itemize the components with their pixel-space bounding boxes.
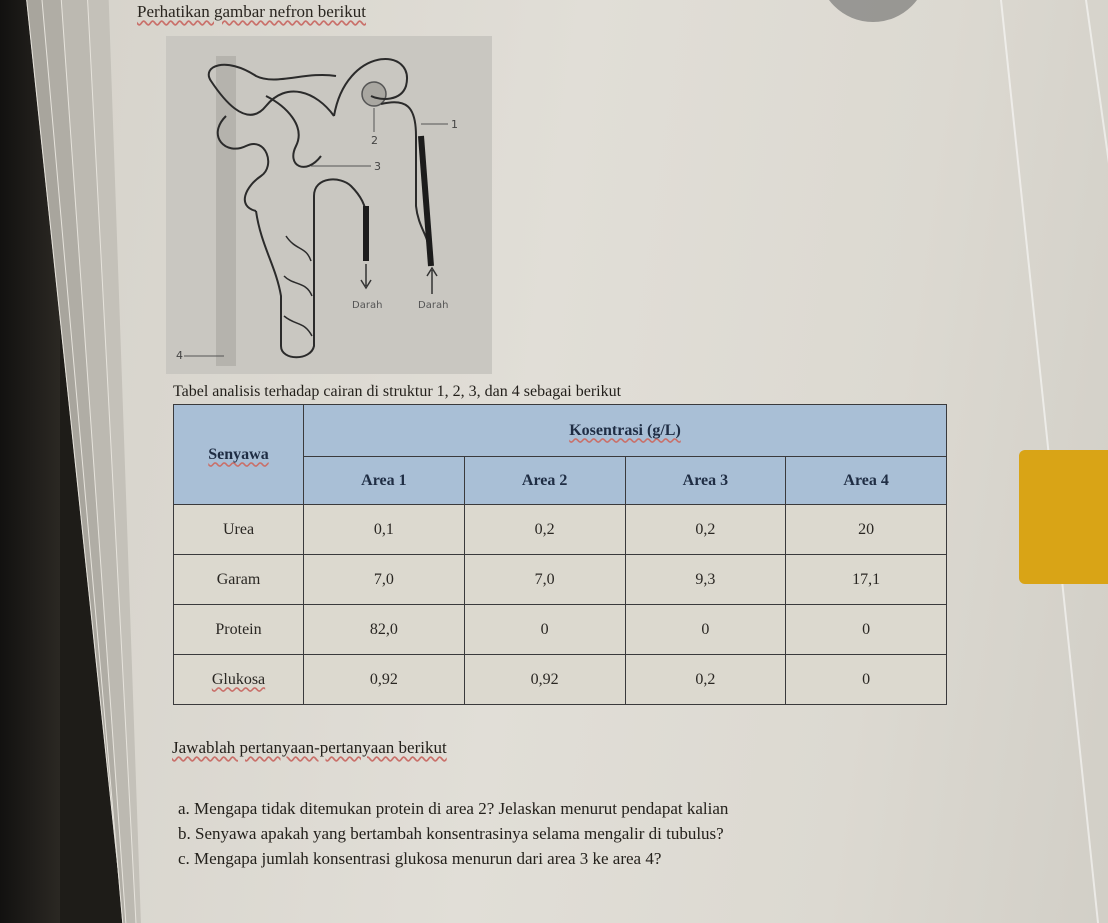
cell-compound: Garam	[174, 555, 304, 605]
table-row-protein	[174, 605, 947, 655]
figure-label-2: 2	[371, 134, 378, 147]
cell-value: 0	[786, 605, 947, 655]
question-list	[178, 796, 728, 871]
cell-value: 0	[786, 655, 947, 705]
nephron-diagram-icon	[166, 36, 492, 374]
question-label: b.	[178, 824, 191, 843]
figure-label-1: 1	[451, 118, 458, 131]
table-caption: Tabel analisis terhadap cairan di struktur 1, 2, 3, dan 4 sebagai berikut	[173, 383, 622, 400]
question-c	[178, 846, 728, 871]
cell-compound: Urea	[174, 505, 304, 555]
cell-value: 0,92	[464, 655, 625, 705]
figure-label-darah-in: Darah	[418, 300, 449, 311]
header-area-1: Area 1	[304, 457, 465, 505]
question-text: Senyawa apakah yang bertambah konsentrasinya selama mengalir di tubulus?	[195, 824, 724, 843]
table-row-glukosa	[174, 655, 947, 705]
header-compound: Senyawa	[174, 405, 304, 505]
header-concentration: Kosentrasi (g/L)	[304, 405, 947, 457]
cell-value: 0,92	[304, 655, 465, 705]
question-text: Mengapa tidak ditemukan protein di area 2? Jelaskan menurut pendapat kalian	[194, 799, 729, 818]
header-area-2: Area 2	[464, 457, 625, 505]
concentration-table	[173, 404, 947, 705]
cell-value: 0,2	[625, 505, 786, 555]
cell-compound: Protein	[174, 605, 304, 655]
table-row-garam	[174, 555, 947, 605]
header-area-3: Area 3	[625, 457, 786, 505]
question-text: Mengapa jumlah konsentrasi glukosa menurun dari area 3 ke area 4?	[194, 849, 662, 868]
cell-value: 82,0	[304, 605, 465, 655]
figure-label-3: 3	[374, 160, 381, 173]
cell-value: 0	[464, 605, 625, 655]
cell-value: 0	[625, 605, 786, 655]
nephron-figure	[166, 36, 492, 374]
cell-value: 9,3	[625, 555, 786, 605]
cell-value: 20	[786, 505, 947, 555]
question-label: a.	[178, 799, 190, 818]
cell-value: 0,2	[464, 505, 625, 555]
document-title: Perhatikan gambar nefron berikut	[137, 2, 366, 21]
question-a	[178, 796, 728, 821]
question-label: c.	[178, 849, 190, 868]
cell-value: 7,0	[464, 555, 625, 605]
cell-value: 17,1	[786, 555, 947, 605]
cell-value: 7,0	[304, 555, 465, 605]
question-b	[178, 821, 728, 846]
cell-value: 0,1	[304, 505, 465, 555]
figure-label-darah-out: Darah	[352, 300, 383, 311]
instructions-text: Jawablah pertanyaan-pertanyaan berikut	[172, 738, 447, 757]
cell-value: 0,2	[625, 655, 786, 705]
cell-compound: Glukosa	[174, 655, 304, 705]
table-row-urea	[174, 505, 947, 555]
figure-label-4: 4	[176, 349, 183, 362]
header-area-4: Area 4	[786, 457, 947, 505]
